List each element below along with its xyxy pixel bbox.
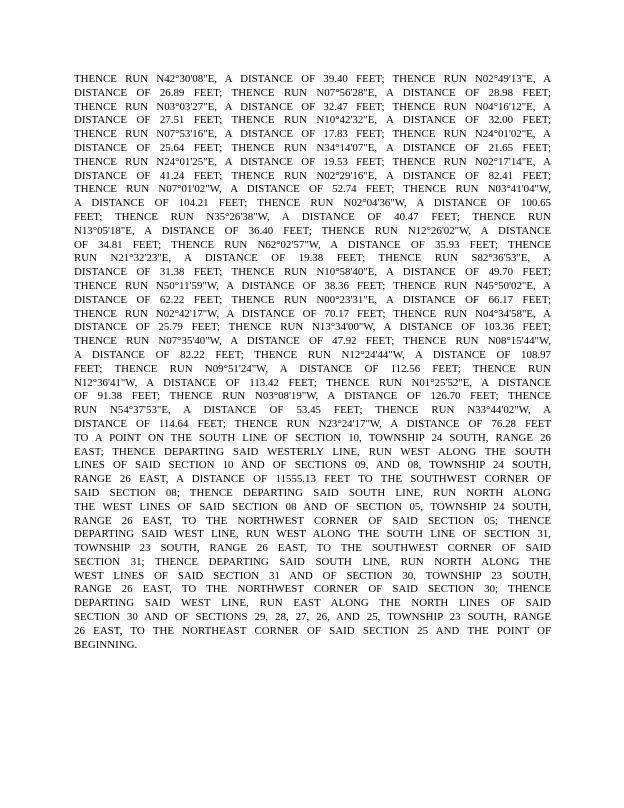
text-line: RUN N21°32'23"E, A DISTANCE OF 19.38 FEET; THENCE RUN S82°36'53"E, A	[74, 252, 551, 265]
text-line: SECTION 31; THENCE DEPARTING SAID SOUTH LINE, RUN NORTH ALONG THE	[74, 555, 551, 568]
text-line: DISTANCE OF 25.64 FEET; THENCE RUN N34°14'07"E, A DISTANCE OF 21.65 FEET;	[74, 141, 551, 154]
text-line: FEET; THENCE RUN N35°26'38"W, A DISTANCE OF 40.47 FEET; THENCE RUN	[74, 210, 551, 223]
text-line: DISTANCE OF 41.24 FEET; THENCE RUN N02°29'16"E, A DISTANCE OF 82.41 FEET;	[74, 169, 551, 182]
text-line: N13°05'18"E, A DISTANCE OF 36.40 FEET; THENCE RUN N12°26'02"W, A DISTANCE	[74, 224, 551, 237]
text-line: THENCE RUN N42°30'08"E, A DISTANCE OF 39.40 FEET; THENCE RUN N02°49'13"E, A	[74, 73, 551, 85]
text-line: OF 91.38 FEET; THENCE RUN N03°08'19"W, A DISTANCE OF 126.70 FEET; THENCE	[74, 390, 551, 403]
text-line: TO A POINT ON THE SOUTH LINE OF SECTION 10, TOWNSHIP 24 SOUTH, RANGE 26	[74, 431, 551, 444]
text-line: EAST; THENCE DEPARTING SAID WESTERLY LINE, RUN WEST ALONG THE SOUTH	[74, 445, 551, 458]
text-line: RANGE 26 EAST, TO THE NORTHWEST CORNER OF SAID SECTION 05; THENCE	[74, 514, 551, 527]
text-line: THE WEST LINES OF SAID SECTION 08 AND OF SECTION 05, TOWNSHIP 24 SOUTH,	[74, 500, 551, 513]
text-line: DEPARTING SAID WEST LINE, RUN WEST ALONG THE SOUTH LINE OF SECTION 31,	[74, 528, 551, 541]
text-line: 26 EAST, TO THE NORTHEAST CORNER OF SAID SECTION 25 AND THE POINT OF	[74, 624, 551, 637]
text-line: THENCE RUN N50°11'59"W, A DISTANCE OF 38.36 FEET; THENCE RUN N45°50'02"E, A	[74, 279, 551, 292]
text-line: SECTION 30 AND OF SECTIONS 29, 28, 27, 26, AND 25, TOWNSHIP 23 SOUTH, RANGE	[74, 611, 551, 624]
text-line: TOWNSHIP 23 SOUTH, RANGE 26 EAST, TO THE SOUTHWEST CORNER OF SAID	[74, 542, 551, 555]
text-line: DISTANCE OF 114.64 FEET; THENCE RUN N23°24'17"W, A DISTANCE OF 76.28 FEET	[74, 417, 551, 430]
text-line: DEPARTING SAID WEST LINE, RUN EAST ALONG THE NORTH LINES OF SAID	[74, 597, 551, 610]
text-line: THENCE RUN N07°53'16"E, A DISTANCE OF 17.83 FEET; THENCE RUN N24°01'02"E, A	[74, 128, 551, 141]
text-line: RUN N54°37'53"E, A DISTANCE OF 53.45 FEET; THENCE RUN N33°44'02"W, A	[74, 404, 551, 417]
text-line: LINES OF SAID SECTION 10 AND OF SECTIONS 09, AND 08, TOWNSHIP 24 SOUTH,	[74, 459, 551, 472]
text-line: DISTANCE OF 26.89 FEET; THENCE RUN N07°56'28"E, A DISTANCE OF 28.98 FEET;	[74, 86, 551, 99]
text-line: DISTANCE OF 27.51 FEET; THENCE RUN N10°42'32"E, A DISTANCE OF 32.00 FEET;	[74, 114, 551, 127]
legal-description-text	[74, 73, 551, 652]
text-line: DISTANCE OF 62.22 FEET; THENCE RUN N00°23'31"E, A DISTANCE OF 66.17 FEET;	[74, 293, 551, 306]
text-line: A DISTANCE OF 82.22 FEET; THENCE RUN N12°24'44"W, A DISTANCE OF 108.97	[74, 348, 551, 361]
text-line: N12°36'41"W, A DISTANCE OF 113.42 FEET; THENCE RUN N01°25'52"E, A DISTANCE	[74, 376, 551, 389]
text-line: RANGE 26 EAST, A DISTANCE OF 11555.13 FEET TO THE SOUTHWEST CORNER OF	[74, 473, 551, 486]
text-line: WEST LINES OF SAID SECTION 31 AND OF SECTION 30, TOWNSHIP 23 SOUTH,	[74, 569, 551, 582]
text-line: DISTANCE OF 31.38 FEET; THENCE RUN N10°58'40"E, A DISTANCE OF 49.70 FEET;	[74, 266, 551, 279]
text-line: THENCE RUN N02°42'17"W, A DISTANCE OF 70.17 FEET; THENCE RUN N04°34'58"E, A	[74, 307, 551, 320]
text-line: THENCE RUN N07°35'40"W, A DISTANCE OF 47.92 FEET; THENCE RUN N08°15'44"W,	[74, 335, 551, 348]
text-line: FEET; THENCE RUN N09°51'24"W, A DISTANCE OF 112.56 FEET; THENCE RUN	[74, 362, 551, 375]
text-line: RANGE 26 EAST, TO THE NORTHWEST CORNER OF SAID SECTION 30; THENCE	[74, 583, 551, 596]
text-line: SAID SECTION 08; THENCE DEPARTING SAID SOUTH LINE, RUN NORTH ALONG	[74, 486, 551, 499]
text-line: OF 34.81 FEET; THENCE RUN N62°02'57"W, A DISTANCE OF 35.93 FEET; THENCE	[74, 238, 551, 251]
text-line: THENCE RUN N07°01'02"W, A DISTANCE OF 52.74 FEET; THENCE RUN N03°41'04"W,	[74, 183, 551, 196]
text-line: DISTANCE OF 25.79 FEET; THENCE RUN N13°34'00"W, A DISTANCE OF 103.36 FEET;	[74, 321, 551, 334]
text-line: BEGINNING.	[74, 638, 138, 651]
text-line: THENCE RUN N24°01'25"E, A DISTANCE OF 19.53 FEET; THENCE RUN N02°17'14"E, A	[74, 155, 551, 168]
text-line: THENCE RUN N03°03'27"E, A DISTANCE OF 32.47 FEET; THENCE RUN N04°16'12"E, A	[74, 100, 551, 113]
text-line: A DISTANCE OF 104.21 FEET; THENCE RUN N02°04'36"W, A DISTANCE OF 100.65	[74, 197, 551, 210]
